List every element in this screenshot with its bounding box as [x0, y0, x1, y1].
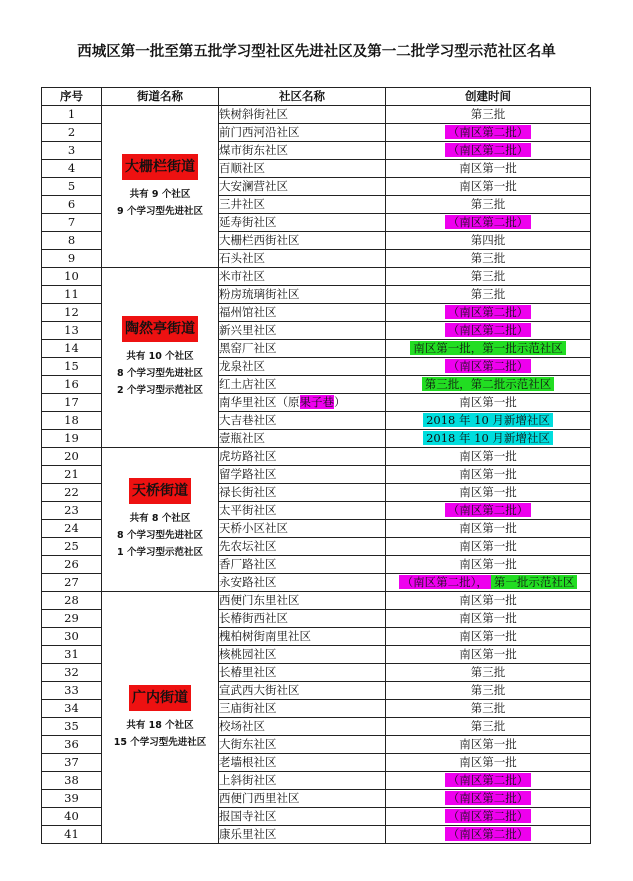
row-seq: 17 — [42, 394, 102, 412]
creation-time — [386, 466, 591, 484]
table-row — [42, 268, 591, 286]
community-name — [219, 394, 386, 412]
community-name-text: 太平街社区 — [219, 503, 277, 517]
street-name: 陶然亭街道 — [122, 316, 198, 342]
community-name — [219, 574, 386, 592]
street-name: 天桥街道 — [129, 478, 191, 504]
row-seq: 37 — [42, 754, 102, 772]
community-name-text: 壹瓶社区 — [219, 431, 265, 445]
row-seq: 27 — [42, 574, 102, 592]
creation-time — [386, 412, 591, 430]
street-cell — [102, 448, 219, 592]
time-segment: 南区第一批 — [459, 467, 517, 481]
community-name — [219, 646, 386, 664]
community-name — [219, 538, 386, 556]
street-count: 共有 8 个社区 — [129, 513, 191, 524]
community-name — [219, 196, 386, 214]
community-name-text: 南华里社区（原 — [219, 395, 300, 409]
time-segment: 2018 年 10 月新增社区 — [423, 431, 553, 445]
community-name-text: 红土店社区 — [219, 377, 277, 391]
time-segment: （南区第二批） — [445, 827, 532, 841]
row-seq: 11 — [42, 286, 102, 304]
time-segment: 南区第一批，第一批示范社区 — [410, 341, 566, 355]
community-name-text: 大栅栏西街社区 — [219, 233, 300, 247]
community-name-text: 大街东社区 — [219, 737, 277, 751]
street-count: 9 个学习型先进社区 — [117, 205, 203, 217]
creation-time — [386, 790, 591, 808]
row-seq: 4 — [42, 160, 102, 178]
community-name-text: 新兴里社区 — [219, 323, 277, 337]
row-seq: 40 — [42, 808, 102, 826]
street-name: 广内街道 — [129, 685, 191, 711]
street-count: 1 个学习型示范社区 — [117, 547, 203, 558]
time-segment: 第三批 — [470, 107, 506, 121]
street-count: 2 个学习型示范社区 — [117, 385, 203, 396]
row-seq: 20 — [42, 448, 102, 466]
time-segment: （南区第二批） — [445, 503, 532, 517]
time-segment: 南区第一批 — [459, 611, 517, 625]
time-segment: 第三批 — [470, 197, 506, 211]
time-segment: （南区第二批） — [445, 323, 532, 337]
time-segment: （南区第二批） — [445, 305, 532, 319]
creation-time — [386, 448, 591, 466]
community-name — [219, 430, 386, 448]
community-name — [219, 286, 386, 304]
row-seq: 10 — [42, 268, 102, 286]
community-name — [219, 772, 386, 790]
row-seq: 24 — [42, 520, 102, 538]
community-name-text: 报国寺社区 — [219, 809, 277, 823]
row-seq: 3 — [42, 142, 102, 160]
community-name — [219, 628, 386, 646]
time-segment: 第三批 — [470, 683, 506, 697]
time-segment: 2018 年 10 月新增社区 — [423, 413, 553, 427]
creation-time — [386, 160, 591, 178]
row-seq: 35 — [42, 718, 102, 736]
row-seq: 2 — [42, 124, 102, 142]
community-name-text: 留学路社区 — [219, 467, 277, 481]
row-seq: 14 — [42, 340, 102, 358]
time-segment: 南区第一批 — [459, 521, 517, 535]
creation-time — [386, 772, 591, 790]
community-name-text: 粉房琉璃街社区 — [219, 287, 300, 301]
community-name-text: 长椿街西社区 — [219, 611, 288, 625]
community-name-text: 石头社区 — [219, 251, 265, 265]
community-name — [219, 736, 386, 754]
community-name — [219, 826, 386, 844]
creation-time — [386, 106, 591, 124]
street-cell — [102, 268, 219, 448]
community-name-text: 香厂路社区 — [219, 557, 277, 571]
time-segment: （南区第二批） — [445, 359, 532, 373]
row-seq: 13 — [42, 322, 102, 340]
time-segment: （南区第二批）， — [399, 575, 491, 589]
community-name — [219, 754, 386, 772]
creation-time — [386, 628, 591, 646]
community-name-text: 大吉巷社区 — [219, 413, 277, 427]
row-seq: 33 — [42, 682, 102, 700]
creation-time — [386, 574, 591, 592]
community-name — [219, 520, 386, 538]
community-name — [219, 322, 386, 340]
creation-time — [386, 754, 591, 772]
community-name-text: 三庙街社区 — [219, 701, 277, 715]
community-name — [219, 268, 386, 286]
time-segment: （南区第二批） — [445, 143, 532, 157]
community-name — [219, 808, 386, 826]
creation-time — [386, 178, 591, 196]
community-name-text: 宣武西大街社区 — [219, 683, 300, 697]
community-name — [219, 106, 386, 124]
row-seq: 6 — [42, 196, 102, 214]
creation-time — [386, 358, 591, 376]
creation-time — [386, 376, 591, 394]
row-seq: 12 — [42, 304, 102, 322]
time-segment: （南区第二批） — [445, 773, 532, 787]
community-name-text: 西便门西里社区 — [219, 791, 300, 805]
time-segment: （南区第二批） — [445, 809, 532, 823]
row-seq: 16 — [42, 376, 102, 394]
time-segment: 南区第一批 — [459, 737, 517, 751]
header-seq: 序号 — [42, 88, 102, 106]
community-name-text: 龙泉社区 — [219, 359, 265, 373]
header-community: 社区名称 — [219, 88, 386, 106]
creation-time — [386, 610, 591, 628]
row-seq: 19 — [42, 430, 102, 448]
table-header-row — [42, 88, 591, 106]
community-name-text: 老墙根社区 — [219, 755, 277, 769]
creation-time — [386, 394, 591, 412]
community-name-text: 前门西河沿社区 — [219, 125, 300, 139]
creation-time — [386, 664, 591, 682]
community-name — [219, 376, 386, 394]
creation-time — [386, 142, 591, 160]
table-body — [42, 106, 591, 844]
community-name-highlight: 果子巷 — [299, 395, 334, 409]
creation-time — [386, 484, 591, 502]
row-seq: 28 — [42, 592, 102, 610]
time-segment: 南区第一批 — [459, 539, 517, 553]
time-segment: （南区第二批） — [445, 215, 532, 229]
creation-time — [386, 646, 591, 664]
community-name-text: 福州馆社区 — [219, 305, 277, 319]
community-name — [219, 124, 386, 142]
row-seq: 39 — [42, 790, 102, 808]
street-count: 8 个学习型先进社区 — [117, 530, 203, 541]
community-name-text: 米市社区 — [219, 269, 265, 283]
creation-time — [386, 250, 591, 268]
community-name-text: 天桥小区社区 — [219, 521, 288, 535]
community-name — [219, 610, 386, 628]
time-segment: 南区第一批 — [459, 755, 517, 769]
table-row — [42, 592, 591, 610]
time-segment: 南区第一批 — [459, 647, 517, 661]
creation-time — [386, 322, 591, 340]
community-name — [219, 178, 386, 196]
street-count: 15 个学习型先进社区 — [113, 736, 207, 748]
creation-time — [386, 700, 591, 718]
community-name — [219, 142, 386, 160]
community-name — [219, 556, 386, 574]
row-seq: 7 — [42, 214, 102, 232]
community-name-text: 槐柏树街南里社区 — [219, 629, 311, 643]
community-name — [219, 502, 386, 520]
row-seq: 26 — [42, 556, 102, 574]
time-segment: 南区第一批 — [459, 485, 517, 499]
community-name-text: 校场社区 — [219, 719, 265, 733]
row-seq: 36 — [42, 736, 102, 754]
creation-time — [386, 232, 591, 250]
creation-time — [386, 592, 591, 610]
community-name-text: 铁树斜街社区 — [219, 107, 288, 121]
community-name — [219, 790, 386, 808]
time-segment: 南区第一批 — [459, 449, 517, 463]
community-name-text: 三井社区 — [219, 197, 265, 211]
header-street: 街道名称 — [102, 88, 219, 106]
table-row — [42, 106, 591, 124]
community-name — [219, 160, 386, 178]
row-seq: 31 — [42, 646, 102, 664]
time-segment: （南区第二批） — [445, 791, 532, 805]
creation-time — [386, 826, 591, 844]
community-name — [219, 232, 386, 250]
creation-time — [386, 682, 591, 700]
community-name — [219, 412, 386, 430]
row-seq: 18 — [42, 412, 102, 430]
creation-time — [386, 286, 591, 304]
creation-time — [386, 430, 591, 448]
community-name — [219, 664, 386, 682]
row-seq: 22 — [42, 484, 102, 502]
row-seq: 21 — [42, 466, 102, 484]
community-name-text: 大安澜营社区 — [219, 179, 288, 193]
creation-time — [386, 124, 591, 142]
community-name — [219, 682, 386, 700]
time-segment: （南区第二批） — [445, 125, 532, 139]
time-segment: 第四批 — [470, 233, 506, 247]
street-count: 共有 9 个社区 — [129, 188, 191, 200]
time-segment: 南区第一批 — [459, 179, 517, 193]
time-segment: 第一批示范社区 — [491, 575, 578, 589]
street-count: 共有 10 个社区 — [126, 351, 194, 362]
time-segment: 南区第一批 — [459, 557, 517, 571]
row-seq: 1 — [42, 106, 102, 124]
row-seq: 30 — [42, 628, 102, 646]
row-seq: 29 — [42, 610, 102, 628]
row-seq: 41 — [42, 826, 102, 844]
community-name — [219, 340, 386, 358]
creation-time — [386, 196, 591, 214]
creation-time — [386, 736, 591, 754]
community-name-text: 西便门东里社区 — [219, 593, 300, 607]
creation-time — [386, 214, 591, 232]
community-name-text: 百顺社区 — [219, 161, 265, 175]
row-seq: 34 — [42, 700, 102, 718]
community-name — [219, 304, 386, 322]
community-name-text: 虎坊路社区 — [219, 449, 277, 463]
time-segment: 第三批 — [470, 287, 506, 301]
time-segment: 第三批，第二批示范社区 — [422, 377, 555, 391]
creation-time — [386, 268, 591, 286]
street-name: 大栅栏街道 — [122, 154, 198, 180]
time-segment: 第三批 — [470, 269, 506, 283]
community-name-text: 黑窑厂社区 — [219, 341, 277, 355]
creation-time — [386, 520, 591, 538]
time-segment: 南区第一批 — [459, 395, 517, 409]
row-seq: 9 — [42, 250, 102, 268]
community-name-suffix: ） — [334, 395, 346, 409]
time-segment: 第三批 — [470, 665, 506, 679]
creation-time — [386, 718, 591, 736]
creation-time — [386, 340, 591, 358]
row-seq: 15 — [42, 358, 102, 376]
community-name — [219, 250, 386, 268]
street-count: 共有 18 个社区 — [126, 719, 194, 731]
community-name-text: 煤市街东社区 — [219, 143, 288, 157]
row-seq: 5 — [42, 178, 102, 196]
row-seq: 38 — [42, 772, 102, 790]
time-segment: 第三批 — [470, 719, 506, 733]
table-row — [42, 448, 591, 466]
row-seq: 32 — [42, 664, 102, 682]
time-segment: 第三批 — [470, 251, 506, 265]
street-cell — [102, 106, 219, 268]
document-title: 西城区第一批至第五批学习型社区先进社区及第一二批学习型示范社区名单 — [77, 44, 556, 60]
community-name — [219, 592, 386, 610]
creation-time — [386, 556, 591, 574]
community-name — [219, 358, 386, 376]
community-name-text: 长椿里社区 — [219, 665, 277, 679]
time-segment: 南区第一批 — [459, 593, 517, 607]
community-name — [219, 214, 386, 232]
community-name — [219, 466, 386, 484]
time-segment: 第三批 — [470, 701, 506, 715]
creation-time — [386, 304, 591, 322]
community-name-text: 康乐里社区 — [219, 827, 277, 841]
row-seq: 25 — [42, 538, 102, 556]
creation-time — [386, 502, 591, 520]
row-seq: 8 — [42, 232, 102, 250]
community-name-text: 核桃园社区 — [219, 647, 277, 661]
community-name — [219, 484, 386, 502]
community-name — [219, 448, 386, 466]
community-name — [219, 718, 386, 736]
row-seq: 23 — [42, 502, 102, 520]
community-name — [219, 700, 386, 718]
street-cell — [102, 592, 219, 844]
community-name-text: 禄长街社区 — [219, 485, 277, 499]
community-name-text: 永安路社区 — [219, 575, 277, 589]
street-count: 8 个学习型先进社区 — [117, 368, 203, 379]
creation-time — [386, 538, 591, 556]
time-segment: 南区第一批 — [459, 629, 517, 643]
community-name-text: 先农坛社区 — [219, 539, 277, 553]
time-segment: 南区第一批 — [459, 161, 517, 175]
community-name-text: 上斜街社区 — [219, 773, 277, 787]
community-table — [41, 87, 591, 844]
creation-time — [386, 808, 591, 826]
header-time: 创建时间 — [386, 88, 591, 106]
community-name-text: 延寿街社区 — [219, 215, 277, 229]
